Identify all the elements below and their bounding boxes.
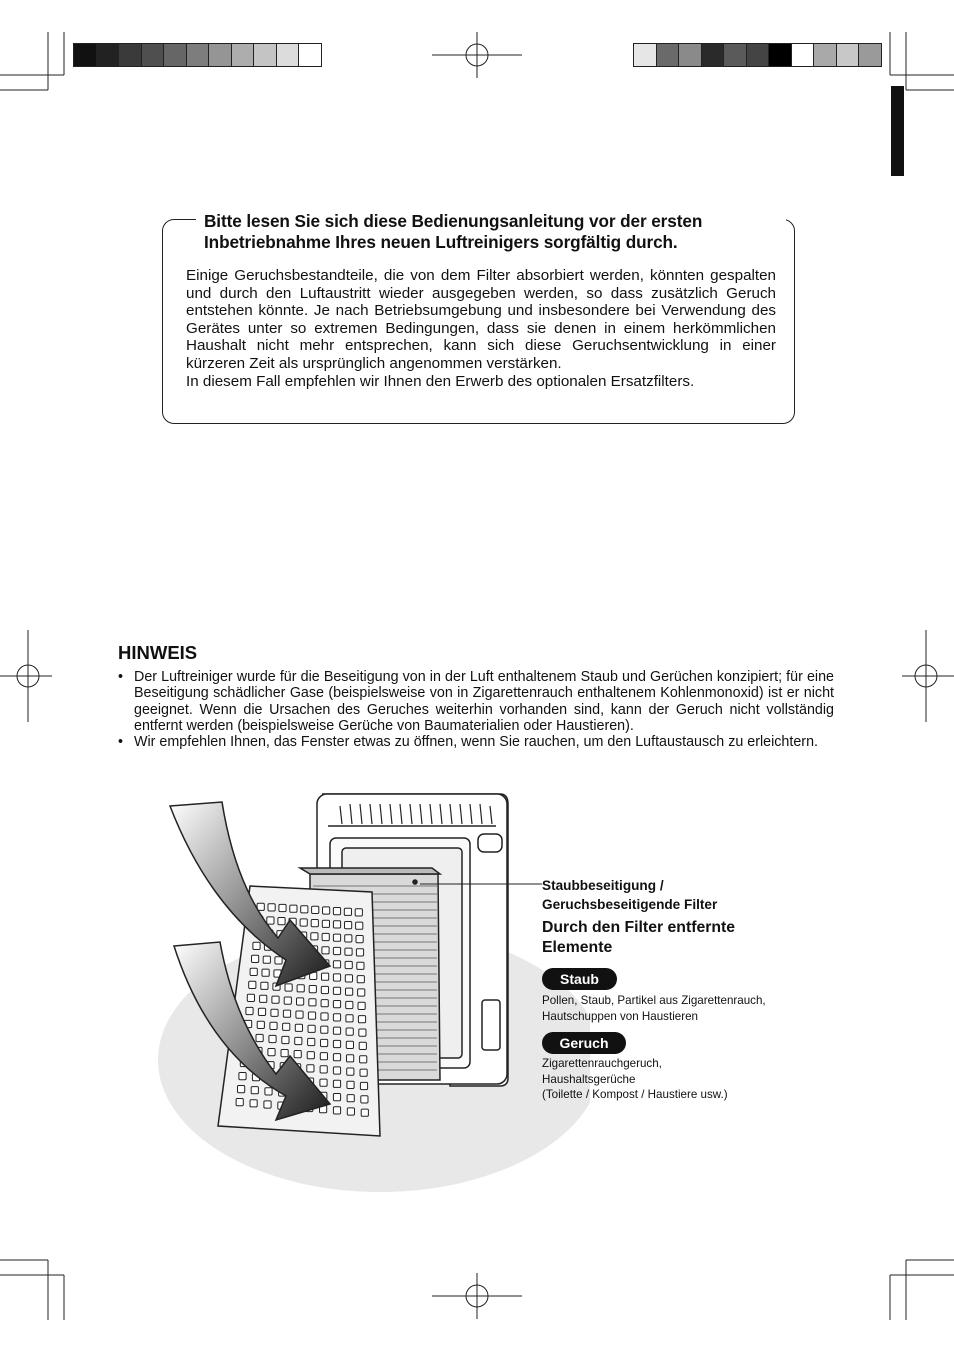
- hinweis-heading: HINWEIS: [118, 642, 198, 663]
- panel-hole: [356, 949, 363, 956]
- panel-hole: [260, 995, 267, 1002]
- panel-hole: [346, 1001, 353, 1008]
- staub-line-2: Hautschuppen von Haustieren: [542, 1009, 698, 1023]
- panel-hole: [308, 1038, 315, 1045]
- panel-hole: [356, 936, 363, 943]
- panel-hole: [333, 1080, 340, 1087]
- panel-hole: [322, 920, 329, 927]
- panel-hole: [360, 1056, 367, 1063]
- panel-hole: [275, 957, 282, 964]
- panel-hole: [264, 1101, 271, 1108]
- filter-label: [542, 876, 802, 914]
- notice-title: Bitte lesen Sie sich diese Bedienungsanleitung vor der ersten Inbetriebnahme Ihres neuen Luftreinigers sorgfältig durch.: [196, 211, 786, 253]
- bullet: •: [118, 669, 124, 685]
- panel-hole: [333, 1067, 340, 1074]
- panel-hole: [321, 1013, 328, 1020]
- filter-label-line-2: Geruchsbeseitigende Filter: [542, 897, 718, 912]
- color-swatch: [769, 44, 792, 66]
- panel-hole: [284, 997, 291, 1004]
- color-swatch: [792, 44, 815, 66]
- staub-description: [542, 993, 812, 1024]
- panel-hole: [346, 1015, 353, 1022]
- panel-hole: [333, 1054, 340, 1061]
- panel-hole: [265, 1088, 272, 1095]
- panel-hole: [345, 975, 352, 982]
- panel-hole: [307, 1052, 314, 1059]
- panel-hole: [333, 974, 340, 981]
- panel-hole: [347, 1055, 354, 1062]
- panel-hole: [239, 1073, 246, 1080]
- panel-hole: [333, 1014, 340, 1021]
- color-swatch: [747, 44, 770, 66]
- panel-hole: [279, 904, 286, 911]
- geruch-line-1: Zigarettenrauchgeruch,: [542, 1057, 662, 1070]
- color-swatch: [232, 44, 255, 66]
- staub-badge: Staub: [542, 968, 617, 990]
- color-swatch: [837, 44, 860, 66]
- color-swatch: [254, 44, 277, 66]
- panel-hole: [309, 986, 316, 993]
- panel-hole: [360, 1069, 367, 1076]
- panel-hole: [359, 1029, 366, 1036]
- geruch-description: [542, 1056, 812, 1103]
- color-swatch: [119, 44, 142, 66]
- color-swatch: [657, 44, 680, 66]
- filter-label-line-1: Staubbeseitigung /: [542, 878, 664, 893]
- panel-hole: [270, 1022, 277, 1029]
- panel-hole: [361, 1096, 368, 1103]
- panel-hole: [345, 922, 352, 929]
- panel-hole: [346, 1028, 353, 1035]
- panel-hole: [296, 1011, 303, 1018]
- panel-hole: [357, 976, 364, 983]
- panel-hole: [236, 1099, 243, 1106]
- panel-hole: [333, 961, 340, 968]
- panel-hole: [333, 1027, 340, 1034]
- color-swatch: [702, 44, 725, 66]
- color-swatch: [187, 44, 210, 66]
- panel-hole: [320, 1053, 327, 1060]
- panel-hole: [333, 934, 340, 941]
- panel-hole: [347, 1068, 354, 1075]
- panel-hole: [357, 962, 364, 969]
- color-swatch: [164, 44, 187, 66]
- panel-hole: [321, 986, 328, 993]
- panel-hole: [283, 1023, 290, 1030]
- panel-hole: [358, 1002, 365, 1009]
- panel-hole: [309, 999, 316, 1006]
- removed-elements-title: Durch den Filter entfernte Elemente: [542, 919, 736, 956]
- color-swatch: [859, 44, 881, 66]
- panel-hole: [347, 1095, 354, 1102]
- panel-hole: [333, 908, 340, 915]
- color-swatch: [724, 44, 747, 66]
- panel-hole: [267, 917, 274, 924]
- panel-hole: [322, 947, 329, 954]
- panel-hole: [333, 947, 340, 954]
- staub-line-1: Pollen, Staub, Partikel aus Zigarettenrauch,: [542, 994, 766, 1007]
- panel-hole: [246, 1007, 253, 1014]
- panel-hole: [358, 989, 365, 996]
- panel-hole: [333, 987, 340, 994]
- hinweis-item-text: Wir empfehlen Ihnen, das Fenster etwas zu öffnen, wenn Sie rauchen, um den Luftaustausch zu erleichtern.: [134, 734, 818, 751]
- panel-hole: [346, 988, 353, 995]
- filter-leader-line: [420, 878, 550, 890]
- panel-hole: [257, 1021, 264, 1028]
- panel-hole: [322, 973, 329, 980]
- notice-paragraph-1: Einige Geruchsbestandteile, die von dem Filter absorbiert werden, könnten gespalten und durch den Luftaustritt wieder ausgegeben werden, so dass zusätzlich Geruch entstehen könnte. Je nach Betriebsumgebung und insbesondere bei Verwendung des Gerätes unter so extremen Bedingungen, dass sie denen in einem herkömmlichen Haushalt nicht mehr entsprechen, kann sich diese Geruchsentwicklung in einer kürzeren Zeit als ursprünglich angenommen verstärken.: [186, 267, 776, 372]
- panel-hole: [308, 1012, 315, 1019]
- panel-hole: [347, 1081, 354, 1088]
- bullet: •: [118, 734, 124, 751]
- panel-hole: [250, 968, 257, 975]
- color-swatch: [277, 44, 300, 66]
- hinweis-item: [118, 734, 834, 750]
- hinweis-list: [118, 669, 834, 750]
- geruch-badge: Geruch: [542, 1032, 626, 1054]
- panel-hole: [356, 922, 363, 929]
- panel-hole: [355, 909, 362, 916]
- panel-hole: [333, 921, 340, 928]
- panel-hole: [361, 1109, 368, 1116]
- panel-hole: [333, 1107, 340, 1114]
- color-swatch: [634, 44, 657, 66]
- panel-hole: [256, 1034, 263, 1041]
- panel-hole: [295, 1037, 302, 1044]
- color-swatch: [74, 44, 97, 66]
- panel-hole: [311, 920, 318, 927]
- panel-hole: [268, 904, 275, 911]
- panel-hole: [263, 956, 270, 963]
- panel-hole: [320, 1066, 327, 1073]
- panel-hole: [300, 919, 307, 926]
- color-swatch: [299, 44, 321, 66]
- panel-hole: [297, 998, 304, 1005]
- panel-hole: [297, 985, 304, 992]
- panel-hole: [345, 948, 352, 955]
- panel-hole: [282, 1036, 289, 1043]
- panel-hole: [281, 1050, 288, 1057]
- panel-hole: [261, 982, 268, 989]
- panel-hole: [272, 996, 279, 1003]
- color-swatch: [97, 44, 120, 66]
- notice-paragraph-2: In diesem Fall empfehlen wir Ihnen den Erwerb des optionalen Ersatzfilters.: [186, 372, 695, 390]
- panel-hole: [308, 1025, 315, 1032]
- color-swatch: [142, 44, 165, 66]
- panel-hole: [333, 1040, 340, 1047]
- hinweis-item-text: Der Luftreiniger wurde für die Beseitigung von in der Luft enthaltenem Staub und Gerüchen konzipiert; für eine Beseitigung schädlicher Gase (beispielsweise von in Zigarettenrauch enthaltenem Kohlenmonoxid) ist er nicht geeignet. Wenn die Ursachen des Geruches weiterhin vorhanden sind, kann der Geruch nicht vollständig entfernt werden (beispielsweise Gerüche von Baumaterialien oder Haustieren).: [134, 669, 834, 734]
- panel-hole: [295, 1024, 302, 1031]
- panel-hole: [285, 984, 292, 991]
- panel-hole: [307, 1065, 314, 1072]
- panel-hole: [321, 1000, 328, 1007]
- color-swatch: [679, 44, 702, 66]
- panel-hole: [253, 942, 260, 949]
- notice-body: [186, 267, 776, 390]
- panel-hole: [322, 933, 329, 940]
- panel-hole: [262, 969, 269, 976]
- panel-hole: [344, 908, 351, 915]
- color-calibration-bar-right: [633, 43, 882, 67]
- panel-hole: [278, 918, 285, 925]
- panel-hole: [268, 1049, 275, 1056]
- panel-hole: [321, 1026, 328, 1033]
- panel-hole: [360, 1082, 367, 1089]
- panel-hole: [311, 933, 318, 940]
- panel-hole: [333, 1094, 340, 1101]
- panel-hole: [347, 1108, 354, 1115]
- panel-hole: [345, 961, 352, 968]
- panel-hole: [238, 1086, 245, 1093]
- color-swatch: [209, 44, 232, 66]
- panel-hole: [269, 1035, 276, 1042]
- panel-hole: [251, 1087, 258, 1094]
- panel-hole: [359, 1042, 366, 1049]
- panel-hole: [323, 907, 330, 914]
- panel-hole: [290, 905, 297, 912]
- panel-hole: [346, 1041, 353, 1048]
- color-calibration-bar-left: [73, 43, 322, 67]
- panel-hole: [271, 1009, 278, 1016]
- panel-hole: [301, 906, 308, 913]
- air-purifier-filter-illustration: [150, 790, 590, 1200]
- panel-hole: [358, 1016, 365, 1023]
- color-swatch: [814, 44, 837, 66]
- panel-hole: [252, 955, 259, 962]
- panel-hole: [321, 1039, 328, 1046]
- panel-hole: [258, 1008, 265, 1015]
- panel-hole: [345, 935, 352, 942]
- panel-hole: [333, 1001, 340, 1008]
- chapter-tab-marker: [891, 86, 904, 176]
- panel-hole: [294, 1051, 301, 1058]
- panel-hole: [320, 1079, 327, 1086]
- panel-hole: [247, 994, 254, 1001]
- panel-hole: [249, 981, 256, 988]
- panel-hole: [283, 1010, 290, 1017]
- geruch-line-3: (Toilette / Kompost / Haustiere usw.): [542, 1088, 728, 1101]
- geruch-line-2: Haushaltsgerüche: [542, 1072, 636, 1086]
- panel-hole: [312, 906, 319, 913]
- panel-hole: [250, 1100, 257, 1107]
- hinweis-item: [118, 669, 834, 734]
